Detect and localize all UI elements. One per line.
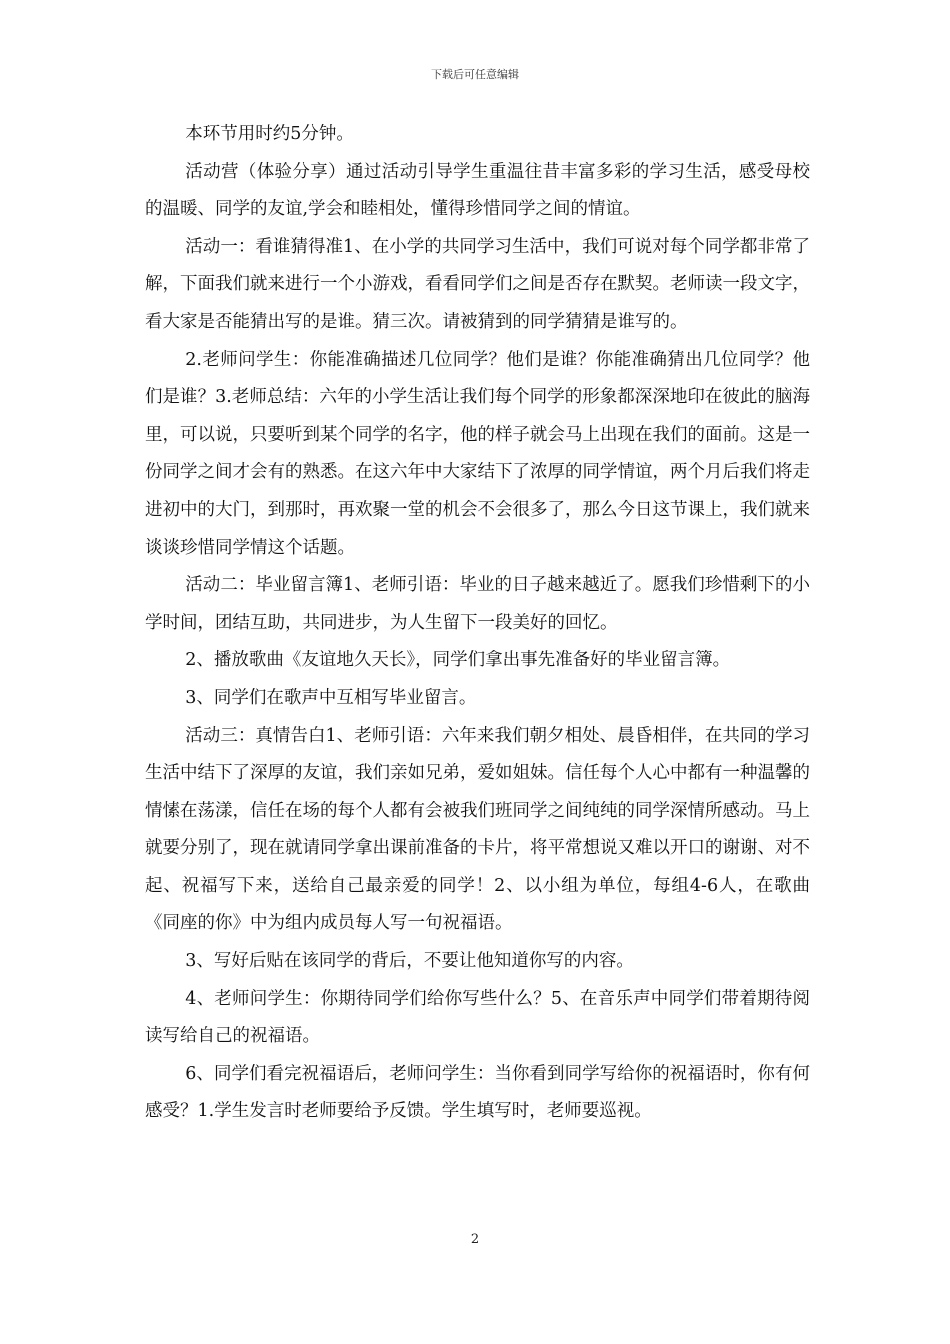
paragraph: 2、播放歌曲《友谊地久天长》，同学们拿出事先准备好的毕业留言簿。 bbox=[185, 650, 731, 671]
paragraph: 活动三：真情告白1、老师引语：六年来我们朝夕相处、晨昏相伴，在共同的学习生活中结下了深厚的友谊，我们亲如兄弟，爱如姐妹。信任每个人心中都有一种温馨的情愫在荡漾，信任在场的每个人都有会被我们班同学之间纯纯的同学深情所感动。马上就要分别了，现在就请同学拿出课前准备的卡片，将平常想说又难以开口的谢谢、对不起、祝福写下来，送给自己最亲爱的同学！2、以小组为单位，每组4-6人，在歌曲《同座的你》中为组内成员每人写一句祝福语。 bbox=[145, 725, 810, 934]
paragraph: 6、同学们看完祝福语后，老师问学生：当你看到同学写给你的祝福语时，你有何感受？1.学生发言时老师要给予反馈。学生填写时，老师要巡视。 bbox=[145, 1063, 810, 1122]
paragraph: 本环节用时约5分钟。 bbox=[185, 124, 354, 144]
paragraph: 4、老师问学生：你期待同学们给你写些什么？5、在音乐声中同学们带着期待阅读写给自己的祝福语。 bbox=[145, 988, 810, 1047]
paragraph: 3、写好后贴在该同学的背后，不要让他知道你写的内容。 bbox=[185, 951, 634, 972]
page-header: 下载后可任意编辑 bbox=[431, 68, 519, 81]
document-body bbox=[145, 116, 810, 1131]
paragraph: 活动二：毕业留言簿1、老师引语：毕业的日子越来越近了。愿我们珍惜剩下的小学时间，团结互助，共同进步，为人生留下一段美好的回忆。 bbox=[145, 575, 810, 633]
paragraph: 活动营（体验分享）通过活动引导学生重温往昔丰富多彩的学习生活，感受母校的温暖、同学的友谊,学会和睦相处，懂得珍惜同学之间的情谊。 bbox=[145, 161, 810, 220]
paragraph: 活动一：看谁猜得准1、在小学的共同学习生活中，我们可说对每个同学都非常了解，下面我们就来进行一个小游戏，看看同学们之间是否存在默契。老师读一段文字，看大家是否能猜出写的是谁。猜三次。请被猜到的同学猜猜是谁写的。 bbox=[145, 236, 810, 332]
paragraph: 2.老师问学生：你能准确描述几位同学？他们是谁？你能准确猜出几位同学？他们是谁？3.老师总结：六年的小学生活让我们每个同学的形象都深深地印在彼此的脑海里，可以说，只要听到某个同学的名字，他的样子就会马上出现在我们的面前。这是一份同学之间才会有的熟悉。在这六年中大家结下了浓厚的同学情谊，两个月后我们将走进初中的大门，到那时，再欢聚一堂的机会不会很多了，那么今日这节课上，我们就来谈谈珍惜同学情这个话题。 bbox=[145, 349, 810, 558]
page-number: 2 bbox=[470, 1232, 480, 1247]
paragraph: 3、同学们在歌声中互相写毕业留言。 bbox=[185, 687, 477, 708]
